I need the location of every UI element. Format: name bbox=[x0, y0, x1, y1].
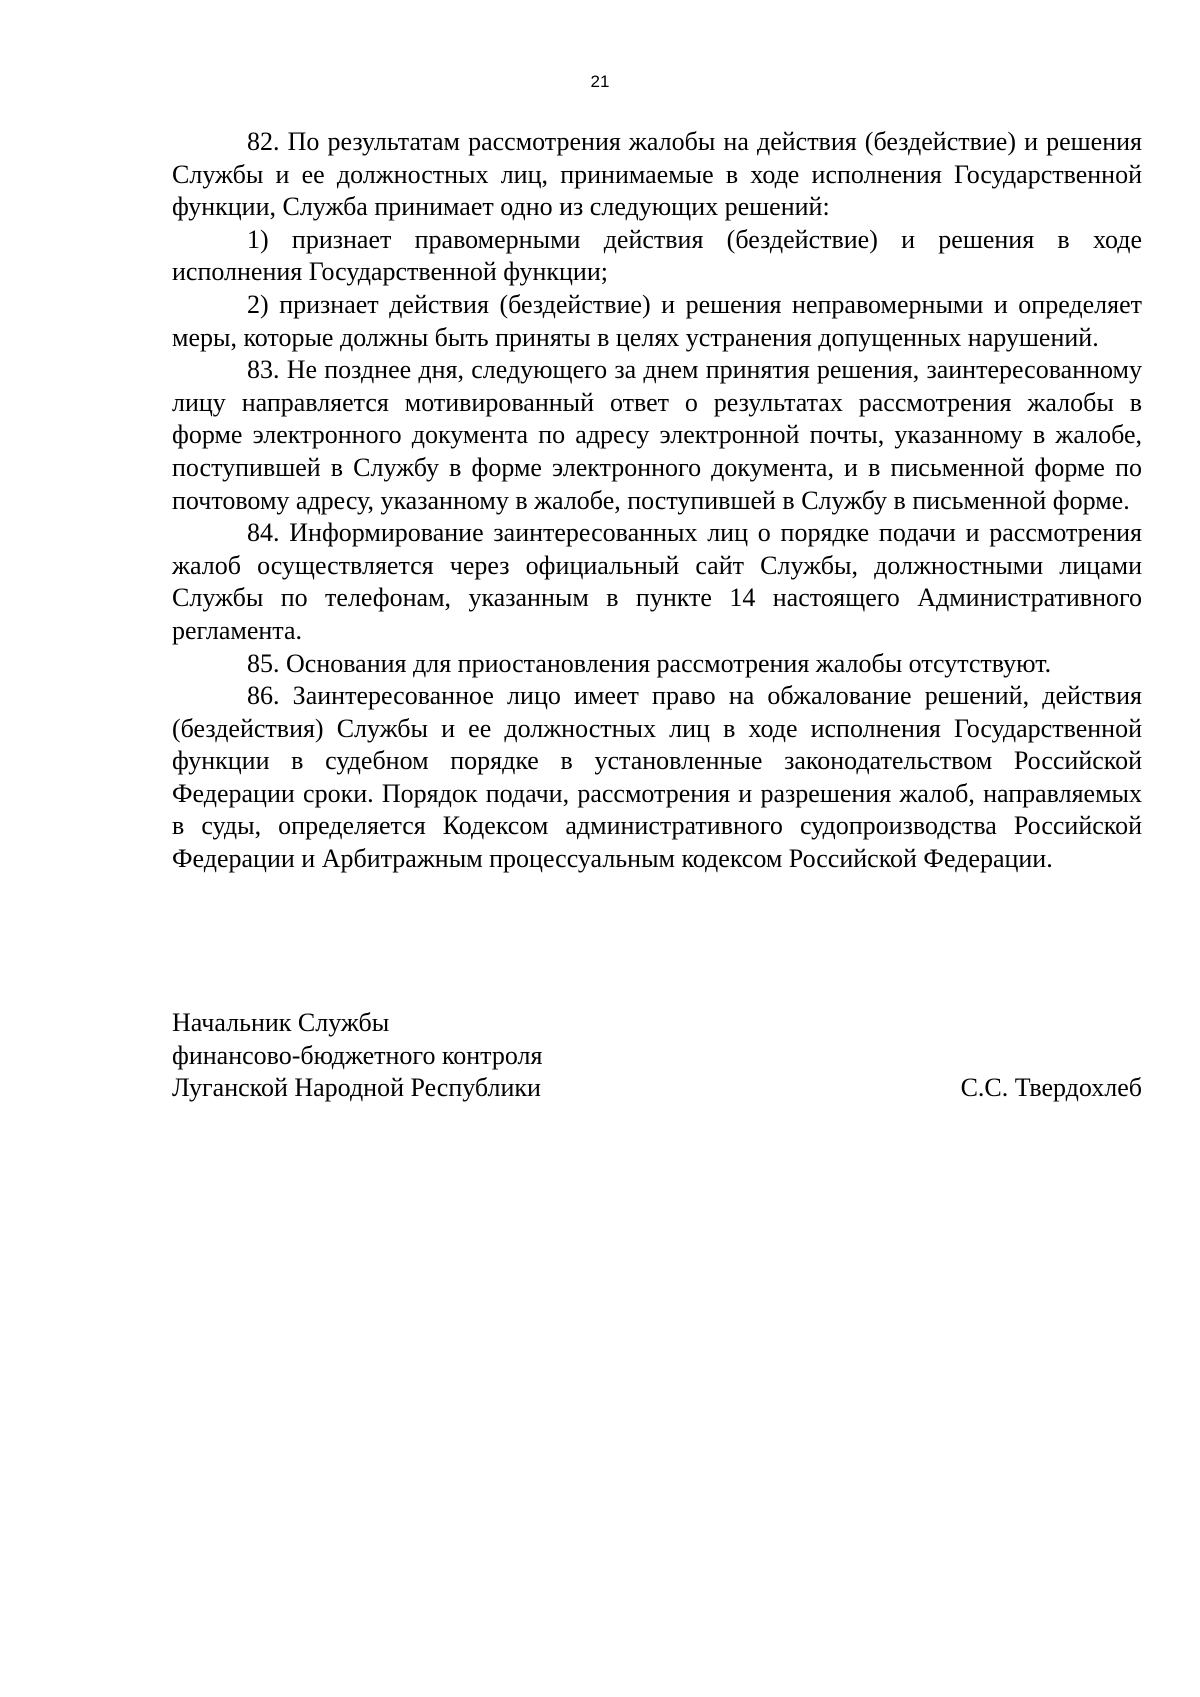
signatory-position-line-2: финансово-бюджетного контроля bbox=[172, 1040, 543, 1070]
signatory-position-line-1: Начальник Службы bbox=[172, 1008, 390, 1037]
signature-block bbox=[172, 1007, 1142, 1105]
paragraph-82: 82. По результатам рассмотрения жалобы на действия (бездействие) и решения Службы и ее должностных лиц, принимаемые в ходе исполнения Государственной функции, Служба принимает одно из следующих решений: bbox=[172, 127, 1142, 222]
paragraph-84: 84. Информирование заинтересованных лиц о порядке подачи и рассмотрения жалоб осуществляется через официальный сайт Службы, должностными лицами Службы по телефонам, указанным в пункте 14 настоящего Административного регламента. bbox=[172, 518, 1142, 645]
page-number: 21 bbox=[590, 72, 610, 91]
signatory-name: С.С. Твердохлеб bbox=[960, 1073, 1142, 1103]
paragraph-82-item-2: 2) признает действия (бездействие) и решения неправомерными и определяет меры, которые должны быть приняты в целях устранения допущенных нарушений. bbox=[172, 289, 1142, 352]
paragraph-85: 85. Основания для приостановления рассмотрения жалобы отсутствуют. bbox=[247, 648, 1052, 678]
paragraph-83: 83. Не позднее дня, следующего за днем принятия решения, заинтересованному лицу направляется мотивированный ответ о результатах рассмотрения жалобы в форме электронного документа по адресу электронной почты, указанному в жалобе, поступившей в Службу в форме электронного документа, и в письменной форме по почтовому адресу, указанному в жалобе, поступившей в Службу в письменной форме. bbox=[172, 355, 1142, 515]
paragraph-82-item-1: 1) признает правомерными действия (бездействие) и решения в ходе исполнения Государственной функции; bbox=[172, 224, 1142, 287]
document-body bbox=[172, 126, 1142, 876]
paragraph-86: 86. Заинтересованное лицо имеет право на обжалование решений, действия (бездействия) Службы и ее должностных лиц в ходе исполнения Государственной функции в судебном порядке в установленные законодательством Российской Федерации сроки. Порядок подачи, рассмотрения и разрешения жалоб, направляемых в суды, определяется Кодексом административного судопроизводства Российской Федерации и Арбитражным процессуальным кодексом Российской Федерации. bbox=[172, 681, 1142, 874]
signatory-position-line-3: Луганской Народной Республики bbox=[172, 1073, 541, 1103]
